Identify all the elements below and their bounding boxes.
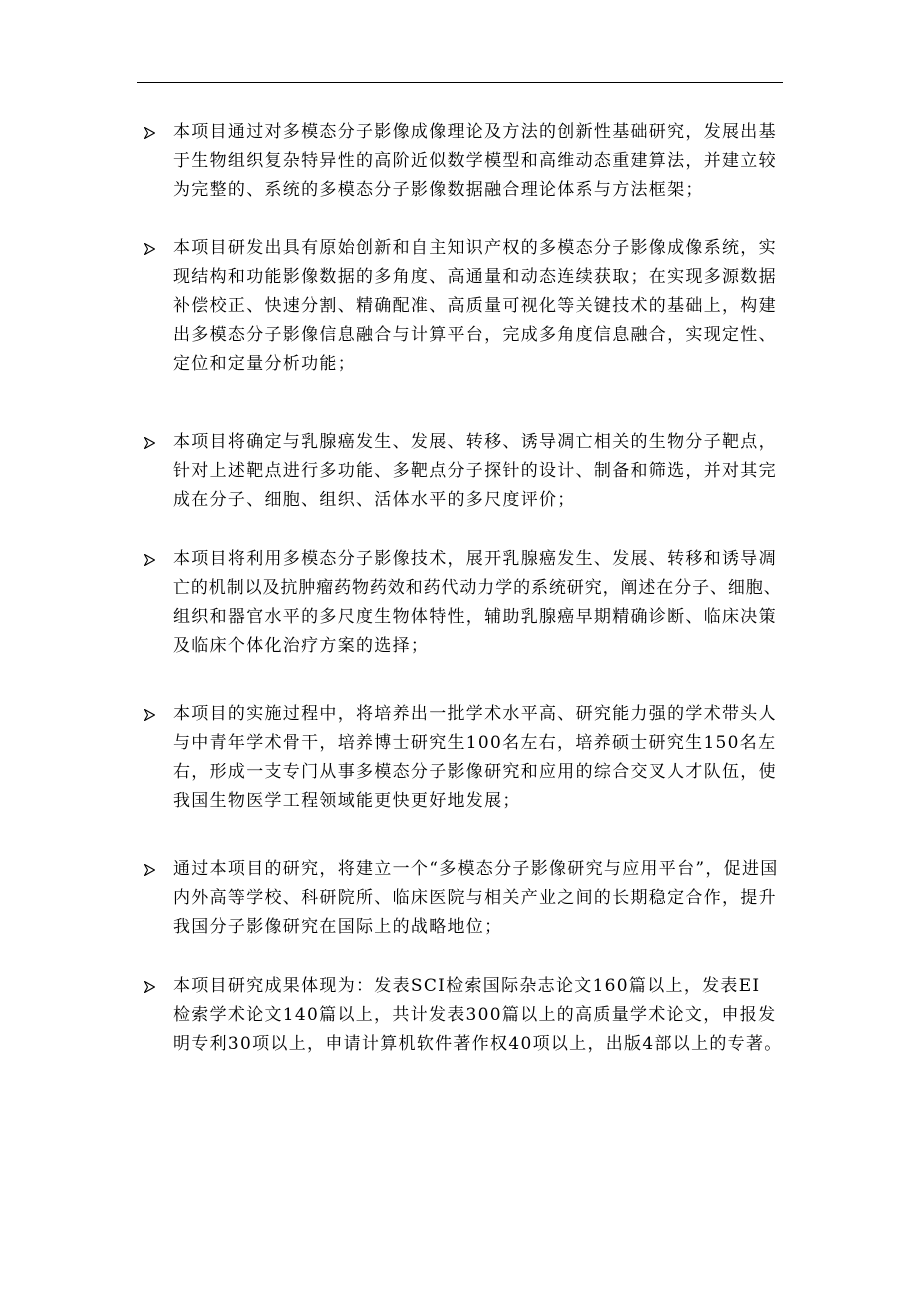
text-line: 及临床个体化治疗方案的选择； [173, 636, 430, 656]
text-line: 现结构和功能影像数据的多角度、高通量和动态连续获取；在实现多源数据 [173, 267, 777, 287]
bullet-text [173, 545, 785, 661]
header-rule [137, 82, 783, 83]
text-line: 本项目将确定与乳腺癌发生、发展、转移、诱导凋亡相关的生物分子靶点， [173, 432, 777, 452]
bullet-text [173, 234, 785, 379]
text-line: 组织和器官水平的多尺度生物体特性，辅助乳腺癌早期精确诊断、临床决策 [173, 607, 777, 627]
text-line: 本项目通过对多模态分子影像成像理论及方法的创新性基础研究，发展出基 [173, 122, 777, 142]
text-line: 右，形成一支专门从事多模态分子影像研究和应用的综合交叉人才队伍，使 [173, 762, 777, 782]
text-line: 亡的机制以及抗肿瘤药物药效和药代动力学的系统研究，阐述在分子、细胞、 [173, 578, 782, 598]
arrowhead-bullet-icon [139, 700, 159, 729]
bullet-text [173, 855, 785, 942]
text-line: 定位和定量分析功能； [173, 354, 356, 374]
text-line: 针对上述靶点进行多功能、多靶点分子探针的设计、制备和筛选，并对其完 [173, 461, 777, 481]
arrowhead-bullet-icon [139, 234, 159, 263]
text-line: 本项目的实施过程中，将培养出一批学术水平高、研究能力强的学术带头人 [173, 704, 777, 724]
text-line: 内外高等学校、科研院所、临床医院与相关产业之间的长期稳定合作，提升 [173, 888, 777, 908]
text-line: 我国分子影像研究在国际上的战略地位； [173, 917, 503, 937]
text-line: 本项目研发出具有原始创新和自主知识产权的多模态分子影像成像系统，实 [173, 238, 777, 258]
arrowhead-bullet-icon [139, 855, 159, 884]
text-line: 检索学术论文140篇以上，共计发表300篇以上的高质量学术论文，申报发 [173, 1005, 777, 1025]
text-line: 明专利30项以上，申请计算机软件著作权40项以上，出版4部以上的专著。 [173, 1034, 783, 1054]
text-line: 补偿校正、快速分割、精确配准、高质量可视化等关键技术的基础上，构建 [173, 296, 777, 316]
text-line: 通过本项目的研究，将建立一个“多模态分子影像研究与应用平台”，促进国 [173, 859, 779, 879]
text-line: 与中青年学术骨干，培养博士研究生100名左右，培养硕士研究生150名左 [173, 733, 777, 753]
text-line: 出多模态分子影像信息融合与计算平台，完成多角度信息融合，实现定性、 [173, 325, 777, 345]
arrowhead-bullet-icon [139, 118, 159, 147]
text-line: 本项目研究成果体现为：发表SCI检索国际杂志论文160篇以上，发表EI [173, 976, 761, 996]
text-line: 本项目将利用多模态分子影像技术，展开乳腺癌发生、发展、转移和诱导凋 [173, 549, 777, 569]
bullet-text [173, 118, 785, 205]
bullet-text [173, 972, 785, 1059]
arrowhead-bullet-icon [139, 545, 159, 574]
arrowhead-bullet-icon [139, 972, 159, 1001]
bullet-text [173, 428, 785, 515]
text-line: 我国生物医学工程领域能更快更好地发展； [173, 791, 521, 811]
text-line: 成在分子、细胞、组织、活体水平的多尺度评价； [173, 490, 576, 510]
text-line: 为完整的、系统的多模态分子影像数据融合理论体系与方法框架； [173, 180, 704, 200]
text-line: 于生物组织复杂特异性的高阶近似数学模型和高维动态重建算法，并建立较 [173, 151, 777, 171]
bullet-text [173, 700, 785, 816]
arrowhead-bullet-icon [139, 428, 159, 457]
